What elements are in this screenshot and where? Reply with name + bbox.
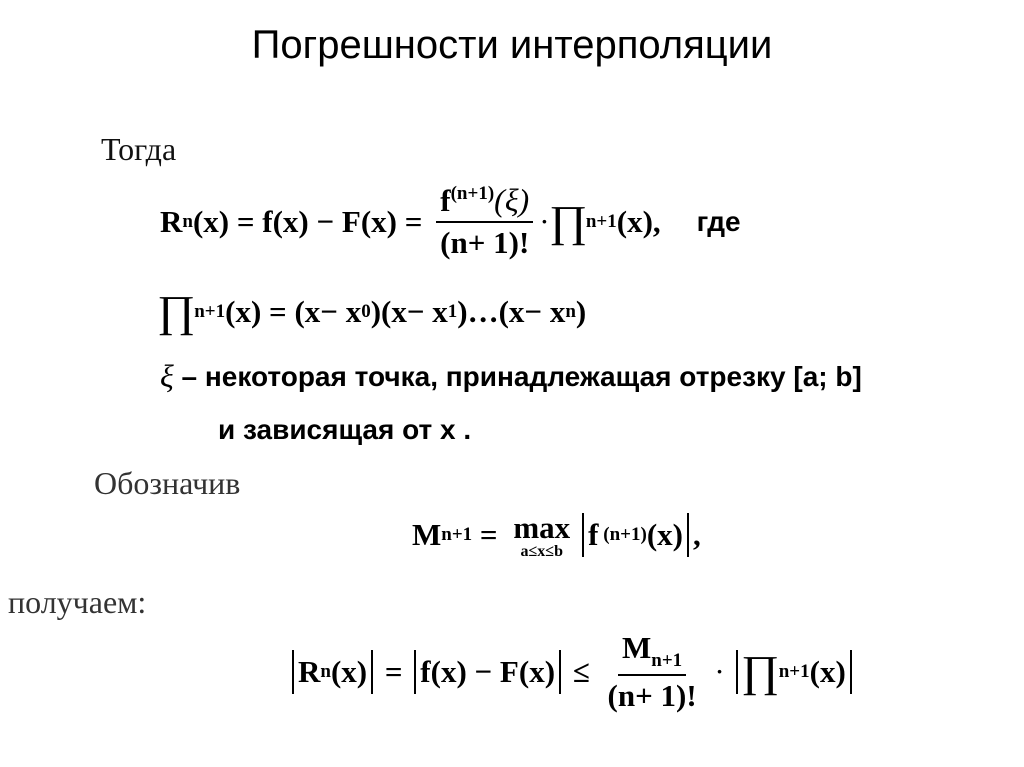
symbol-xi: ξ <box>160 358 174 394</box>
product-part-d: ) <box>575 294 587 329</box>
symbol-M: M <box>412 517 442 552</box>
product-tail: (x) <box>809 654 846 689</box>
product-symbol: ∏ <box>157 287 196 336</box>
num-M: M <box>622 630 652 665</box>
sup-n1: (n+1) <box>598 524 647 545</box>
word-oboznachiv: Обозначив <box>94 465 241 501</box>
max-range: a≤x≤b <box>520 543 563 560</box>
fraction-numerator <box>618 630 686 676</box>
slide-title: Погрешности интерполяции <box>251 23 773 67</box>
comma: , <box>692 517 701 552</box>
sub-n: n <box>182 210 193 232</box>
text-xi-line <box>160 358 862 395</box>
max-operator <box>513 510 570 560</box>
sub-n: n <box>320 661 331 682</box>
arg-x: (x) <box>646 517 683 552</box>
max-word: max <box>513 510 571 545</box>
arg-x: (x) <box>192 203 230 239</box>
sub-1: 1 <box>447 301 458 322</box>
product-symbol: ∏ <box>741 647 780 696</box>
symbol-f: f <box>588 517 599 552</box>
dot: · <box>539 203 550 239</box>
abs-bar <box>371 650 373 694</box>
text-depends: и зависящая от x . <box>218 414 472 445</box>
product-part-c: )…(x− x <box>457 294 566 329</box>
product-part-a: (x) = (x− x <box>225 294 362 329</box>
sub-n1: n+1 <box>441 524 473 545</box>
abs-bar <box>559 650 561 694</box>
formula-product <box>157 287 587 336</box>
formula-max <box>412 510 701 560</box>
abs-bar-left <box>582 513 584 557</box>
formula-remainder <box>160 182 741 261</box>
product-symbol: ∏ <box>548 196 587 246</box>
word-poluchaem: получаем: <box>8 584 147 620</box>
num-sub: n+1 <box>651 650 683 671</box>
product-sub: n+1 <box>194 301 226 322</box>
equation-middle: = f(x) − F(x) = <box>229 203 431 239</box>
num-sup: (n+1) <box>450 183 495 204</box>
equals: = <box>377 654 411 689</box>
difference: f(x) − F(x) <box>420 654 556 689</box>
product-tail: (x), <box>616 203 661 239</box>
equals: = <box>472 517 506 552</box>
fraction-denominator: (n+ 1)! <box>440 225 530 260</box>
arg-x: (x) <box>330 654 368 689</box>
abs-bar <box>736 650 738 694</box>
product-sub: n+1 <box>585 210 617 232</box>
symbol-R: R <box>298 654 321 689</box>
word-togda: Тогда <box>101 131 177 167</box>
fraction-numerator <box>436 182 533 223</box>
sub-0: 0 <box>361 301 371 322</box>
sub-n: n <box>565 301 576 322</box>
fraction <box>436 182 533 261</box>
abs-bar <box>850 650 852 694</box>
less-equal: ≤ <box>565 654 598 689</box>
fraction-denominator: (n+ 1)! <box>607 678 697 713</box>
abs-bar <box>292 650 294 694</box>
formula-estimate <box>288 630 856 714</box>
xi-description: – некоторая точка, принадлежащая отрезку [a; b] <box>173 360 862 392</box>
word-gde: где <box>696 205 741 237</box>
abs-bar <box>414 650 416 694</box>
dot: · <box>706 654 733 689</box>
product-part-b: )(x− x <box>370 294 448 329</box>
abs-bar-right <box>687 513 689 557</box>
num-f: f <box>440 183 451 218</box>
fraction <box>604 630 701 714</box>
symbol-R: R <box>160 203 183 239</box>
num-xi: (ξ) <box>494 182 530 218</box>
product-sub: n+1 <box>778 661 810 682</box>
